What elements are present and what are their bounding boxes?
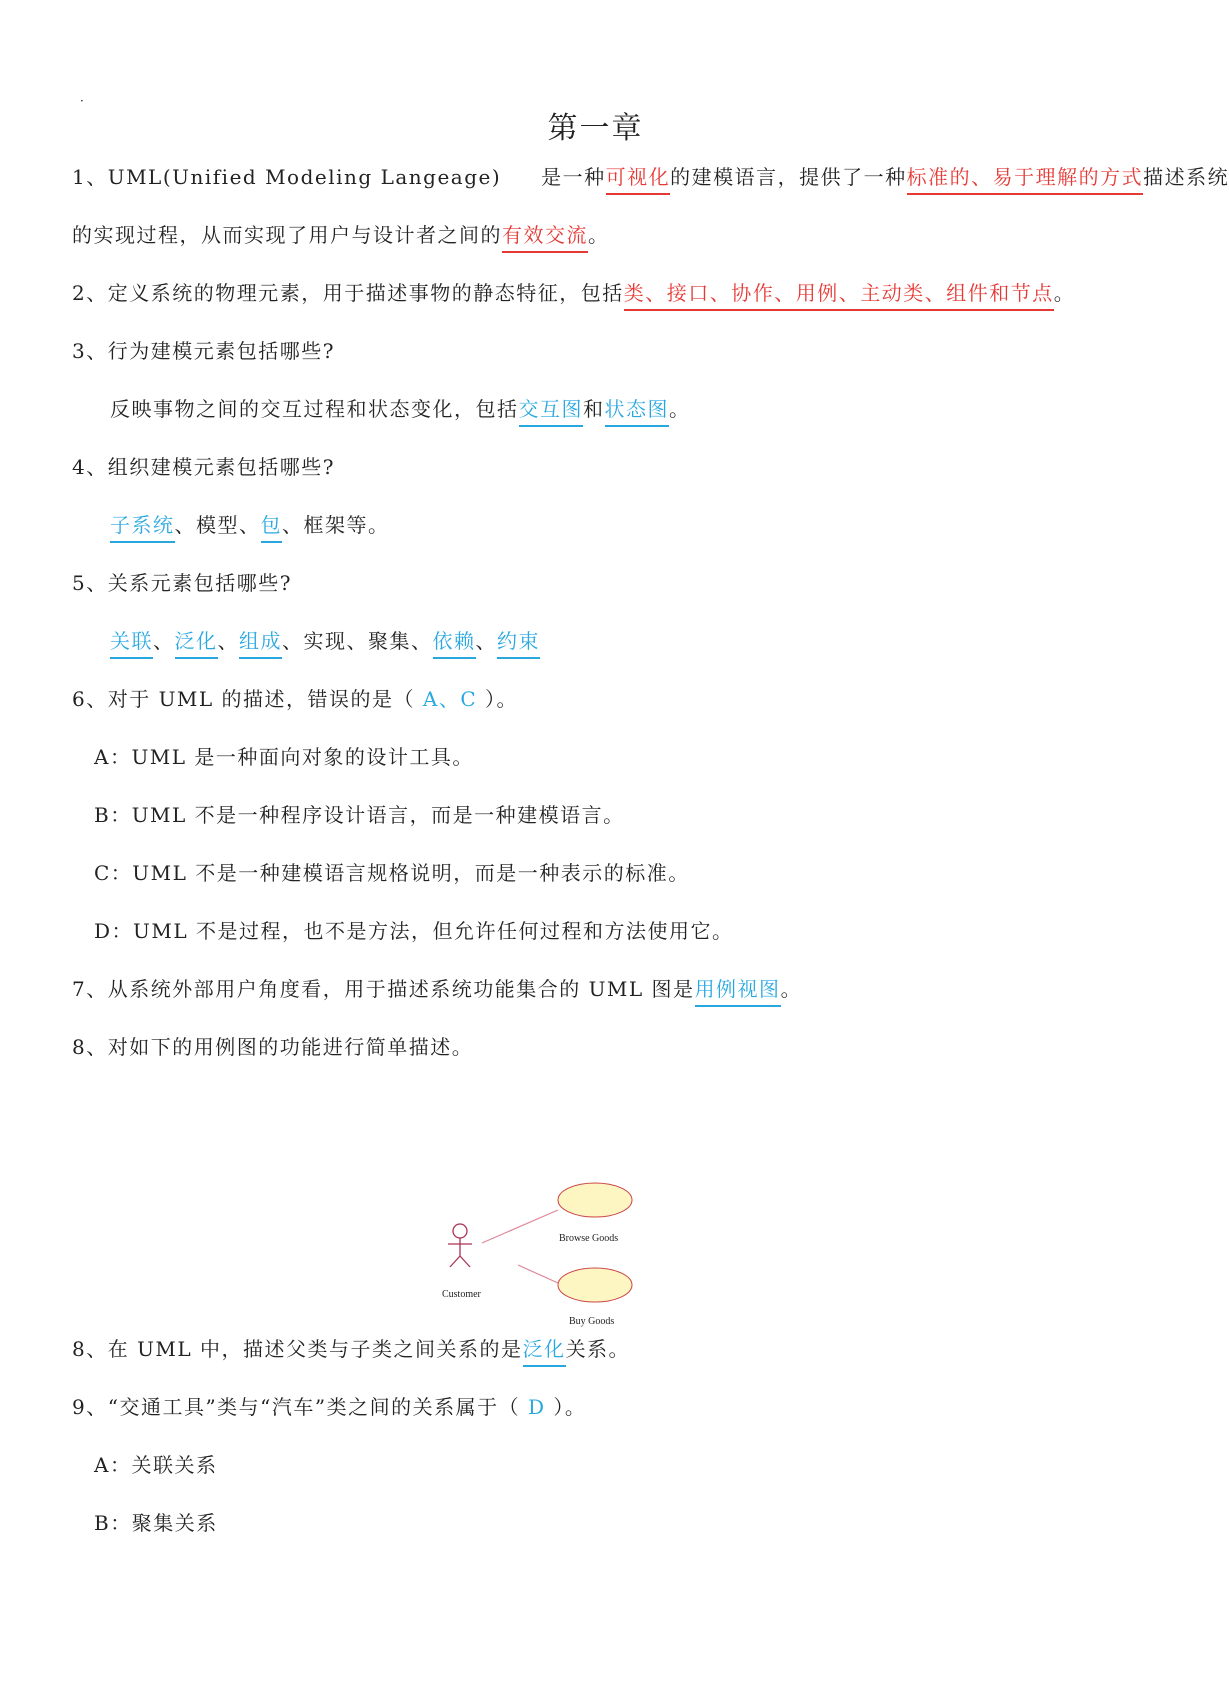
q6-option-c: C：UML 不是一种建模语言规格说明，而是一种表示的标准。: [94, 861, 690, 885]
q2-highlight: 类、接口、协作、用例、主动类、组件和节点: [624, 281, 1054, 311]
q6-answer: A、C: [415, 687, 486, 711]
q8a-line: 8、对如下的用例图的功能进行简单描述。: [72, 1035, 474, 1059]
q6-text-1: 6、对于 UML 的描述，错误的是（: [72, 687, 416, 711]
q5-answer-association: 关联: [110, 629, 153, 659]
q7-line: [72, 974, 802, 1004]
q5-answer-constraint: 约束: [497, 629, 540, 659]
q1-text-a: 1、UML(Unified Modeling Langeage): [72, 165, 502, 189]
q1-line1: [72, 162, 1229, 192]
q8b-text-c: 关系。: [565, 1337, 631, 1361]
q5-answer-dependency: 依赖: [433, 629, 476, 659]
q3-answer: [110, 394, 691, 424]
q3-question: 3、行为建模元素包括哪些?: [72, 339, 335, 363]
q8b-text-a: 8、在 UML 中，描述父类与子类之间关系的是: [72, 1337, 523, 1361]
q1-highlight-communication: 有效交流: [502, 223, 588, 253]
q6-option-b: B：UML 不是一种程序设计语言，而是一种建模语言。: [94, 803, 625, 827]
q4-answer: [110, 510, 390, 540]
q1-line2: [72, 220, 610, 250]
q2-line: [72, 278, 1075, 308]
q8b-answer: 泛化: [523, 1337, 566, 1367]
q4-question: 4、组织建模元素包括哪些?: [72, 455, 335, 479]
q3-answer-interaction: 交互图: [519, 397, 584, 427]
q4-text-a2: 、模型、: [174, 513, 261, 537]
q4-answer-subsystem: 子系统: [110, 513, 175, 543]
q8b-line: [72, 1334, 630, 1364]
q7-text-a: 7、从系统外部用户角度看，用于描述系统功能集合的 UML 图是: [72, 977, 695, 1001]
q9-option-b: B：聚集关系: [94, 1511, 218, 1535]
q9-text-2: ）。: [553, 1395, 587, 1419]
q6-text-2: ）。: [485, 687, 519, 711]
q7-text-c: 。: [780, 977, 803, 1001]
q2-text-a: 2、定义系统的物理元素，用于描述事物的静态特征，包括: [72, 281, 624, 305]
q6-option-a: A：UML 是一种面向对象的设计工具。: [94, 745, 474, 769]
q4-answer-package: 包: [261, 513, 283, 543]
usecase-browse-label: Browse Goods: [559, 1233, 619, 1244]
q2-text-c: 。: [1053, 281, 1076, 305]
q3-text-a1: 反映事物之间的交互过程和状态变化，包括: [110, 397, 519, 421]
q3-text-a5: 。: [669, 397, 691, 421]
q9-option-a: A：关联关系: [94, 1453, 218, 1477]
q6-question: [72, 684, 518, 714]
q5-question: 5、关系元素包括哪些?: [72, 571, 292, 595]
q5-sep1: 、: [153, 629, 175, 653]
usecase-buy-label: Buy Goods: [569, 1316, 615, 1327]
use-case-diagram: [440, 1165, 700, 1325]
page-mark: ·: [80, 94, 84, 108]
q1-text-i: 。: [588, 223, 610, 247]
actor-icon: [448, 1224, 472, 1267]
q5-answer-generalization: 泛化: [175, 629, 218, 659]
q5-sep3: 、实现、聚集、: [282, 629, 433, 653]
actor-label: Customer: [442, 1289, 481, 1300]
q9-question: [72, 1392, 586, 1422]
q5-answer-composition: 组成: [239, 629, 282, 659]
q9-text-1: 9、“交通工具”类与“汽车”类之间的关系属于（: [72, 1395, 521, 1419]
association-line-browse: [482, 1210, 558, 1243]
q6-option-d: D：UML 不是过程，也不是方法，但允许任何过程和方法使用它。: [94, 919, 734, 943]
chapter-title: 第一章: [547, 111, 644, 146]
usecase-buy-ellipse: [558, 1268, 632, 1302]
q1-text-d: 的建模语言，提供了一种: [670, 165, 907, 189]
q4-text-a4: 、框架等。: [282, 513, 390, 537]
association-line-buy: [518, 1265, 558, 1283]
q5-sep2: 、: [217, 629, 239, 653]
q7-answer: 用例视图: [695, 977, 781, 1007]
q1-highlight-standard: 标准的、易于理解的方式: [907, 165, 1144, 195]
q5-sep4: 、: [475, 629, 497, 653]
q1-text-f: 描述系统: [1143, 165, 1229, 189]
q9-answer: D: [520, 1395, 554, 1419]
q3-answer-state: 状态图: [605, 397, 670, 427]
q1-text-g: 的实现过程，从而实现了用户与设计者之间的: [72, 223, 502, 247]
q1-highlight-visual: 可视化: [606, 165, 671, 195]
usecase-browse-ellipse: [558, 1183, 632, 1217]
q1-text-b: 是一种: [541, 165, 606, 189]
q5-answer: [110, 626, 540, 656]
q3-text-a3: 和: [583, 397, 605, 421]
